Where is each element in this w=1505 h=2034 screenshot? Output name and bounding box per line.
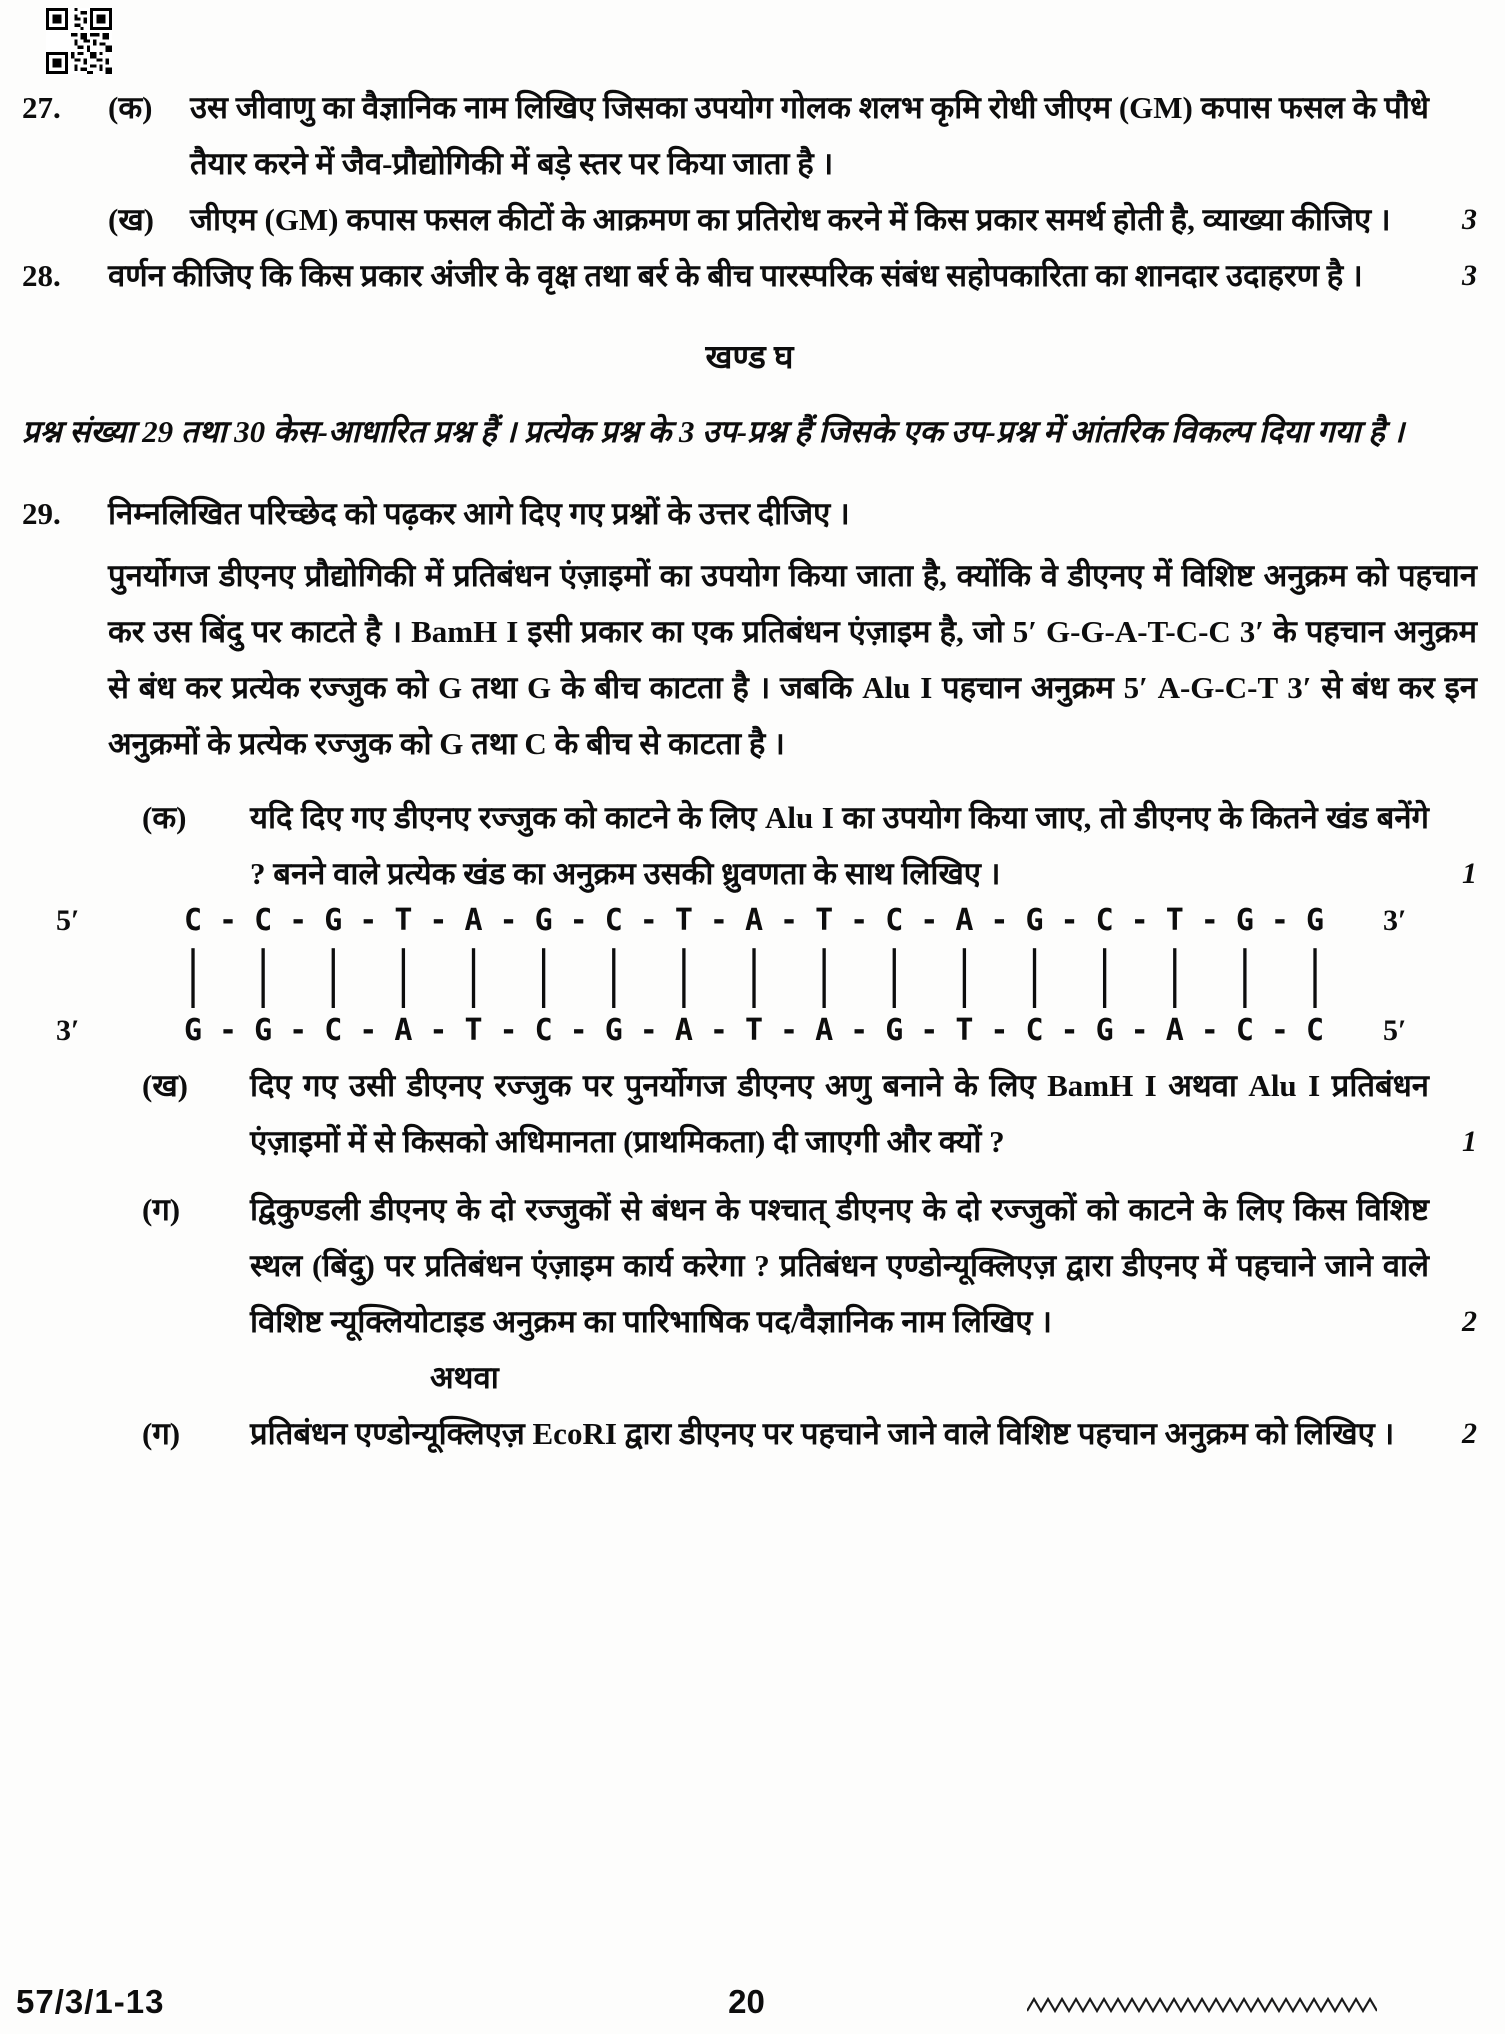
question-27-number: 27. [22, 90, 61, 125]
question-29-intro-text: निम्नलिखित परिच्छेद को पढ़कर आगे दिए गए प्रश्नों के उत्तर दीजिए । [108, 496, 850, 531]
alt-part-c-text: प्रतिबंधन एण्डोन्यूक्लिएज़ EcoRI द्वारा डीएनए पर पहचाने जाने वाले विशिष्ट पहचान अनुक्रम को लिखिए । [250, 1416, 1395, 1451]
question-28-text: वर्णन कीजिए कि किस प्रकार अंजीर के वृक्ष तथा बर्र के बीच पारस्परिक संबंध सहोपकारिता का शानदार उदाहरण है । [108, 258, 1363, 293]
section-d-heading: खण्ड घ [705, 340, 794, 376]
alt-part-c-marks: 2 [1462, 1417, 1477, 1450]
question-28-number: 28. [22, 258, 61, 293]
page-footer [0, 1982, 1505, 2022]
bottom-strand-five-prime-label: 5′ [1383, 1014, 1407, 1047]
dna-sequence-diagram [22, 898, 1477, 1054]
part-a-label: (क) [108, 90, 153, 125]
alt-part-c-label: (ग) [142, 1416, 181, 1451]
question-29-part-a [142, 790, 1477, 902]
part-c-text: द्विकुण्डली डीएनए के दो रज्जुकों से बंधन के पश्चात् डीएनए के दो रज्जुकों को काटने के लिए किस विशिष्ट स्थल (बिंदु) पर प्रतिबंधन एंज़ाइम कार्य करेगा ? प्रतिबंधन एण्डोन्यूक्लिएज़ द्वारा डीएनए में पहचाने जाने वाले विशिष्ट न्यूक्लियोटाइड अनुक्रम का पारिभाषिक पद/वैज्ञानिक नाम लिखिए । [250, 1192, 1429, 1339]
part-b-label: (ख) [142, 1068, 189, 1103]
question-28-marks: 3 [1462, 259, 1477, 292]
part-b-marks: 3 [1462, 203, 1477, 236]
question-28 [22, 248, 1477, 304]
page-number: 20 [728, 1983, 765, 2020]
footer-squiggle-area [765, 1989, 1477, 2015]
question-29-passage: पुनर्योगज डीएनए प्रौद्योगिकी में प्रतिबंधन एंज़ाइमों का उपयोग किया जाता है, क्योंकि वे डीएनए में विशिष्ट अनुक्रम को पहचान कर उस बिंदु पर काटते है । BamH I इसी प्रकार का एक प्रतिबंधन एंज़ाइम है, जो 5′ G-G-A-T-C-C 3′ के पहचान अनुक्रम से बंध कर प्रत्येक रज्जुक को G तथा G के बीच काटता है । जबकि Alu I पहचान अनुक्रम 5′ A-G-C-T 3′ से बंध कर इन अनुक्रमों के प्रत्येक रज्जुक को G तथा C के बीच से काटता है । [108, 558, 1477, 761]
dna-bonds-row [22, 940, 1477, 1010]
part-a-label: (क) [142, 800, 187, 835]
question-27-part-a [22, 80, 1477, 192]
squiggle-line-icon [1027, 1995, 1377, 2015]
paper-code: 57/3/1-13 [16, 1983, 165, 2020]
dna-bottom-strand: G-G-C-A-T-C-G-A-T-A-G-T-C-G-A-C-C [184, 1013, 1342, 1048]
part-b-text: दिए गए उसी डीएनए रज्जुक पर पुनर्योगज डीएनए अणु बनाने के लिए BamH I अथवा Alu I प्रतिबंधन एंज़ाइमों में से किसको अधिमानता (प्राथमिकता) दी जाएगी और क्यों ? [250, 1068, 1429, 1159]
part-b-marks: 1 [1462, 1125, 1477, 1158]
question-29-intro-row [22, 486, 1477, 542]
top-strand-three-prime-label: 3′ [1383, 904, 1407, 937]
question-29-part-c [142, 1182, 1477, 1350]
question-29-part-b [142, 1058, 1477, 1170]
question-29-part-c-alternative [142, 1406, 1477, 1462]
or-separator-label: अथवा [430, 1360, 499, 1395]
qr-code-icon [46, 8, 112, 74]
bottom-strand-three-prime-label: 3′ [56, 1014, 80, 1047]
part-b-text: जीएम (GM) कपास फसल कीटों के आक्रमण का प्रतिरोध करने में किस प्रकार समर्थ होती है, व्याख्या कीजिए । [190, 202, 1391, 237]
part-c-marks: 2 [1462, 1305, 1477, 1338]
dna-base-pair-bonds: | | | | | | | | | | | | | | | | | [184, 940, 1342, 1010]
part-a-text: यदि दिए गए डीएनए रज्जुक को काटने के लिए Alu I का उपयोग किया जाए, तो डीएनए के कितने खंड बनेंगे ? बनने वाले प्रत्येक खंड का अनुक्रम उसकी ध्रुवणता के साथ लिखिए । [250, 800, 1429, 891]
part-a-text: उस जीवाणु का वैज्ञानिक नाम लिखिए जिसका उपयोग गोलक शलभ कृमि रोधी जीएम (GM) कपास फसल के पौधे तैयार करने में जैव-प्रौद्योगिकी में बड़े स्तर पर किया जाता है । [190, 90, 1429, 181]
part-c-label: (ग) [142, 1192, 181, 1227]
dna-top-strand: C-C-G-T-A-G-C-T-A-T-C-A-G-C-T-G-G [184, 903, 1342, 938]
top-strand-five-prime-label: 5′ [56, 904, 80, 937]
part-a-marks: 1 [1462, 857, 1477, 890]
section-d-instructions: प्रश्न संख्या 29 तथा 30 केस-आधारित प्रश्न हैं । प्रत्येक प्रश्न के 3 उप-प्रश्न हैं जिसके एक उप-प्रश्न में आंतरिक विकल्प दिया गया है । [22, 414, 1405, 449]
question-29-number: 29. [22, 496, 61, 531]
part-b-label: (ख) [108, 202, 155, 237]
question-27-part-b [22, 192, 1477, 248]
